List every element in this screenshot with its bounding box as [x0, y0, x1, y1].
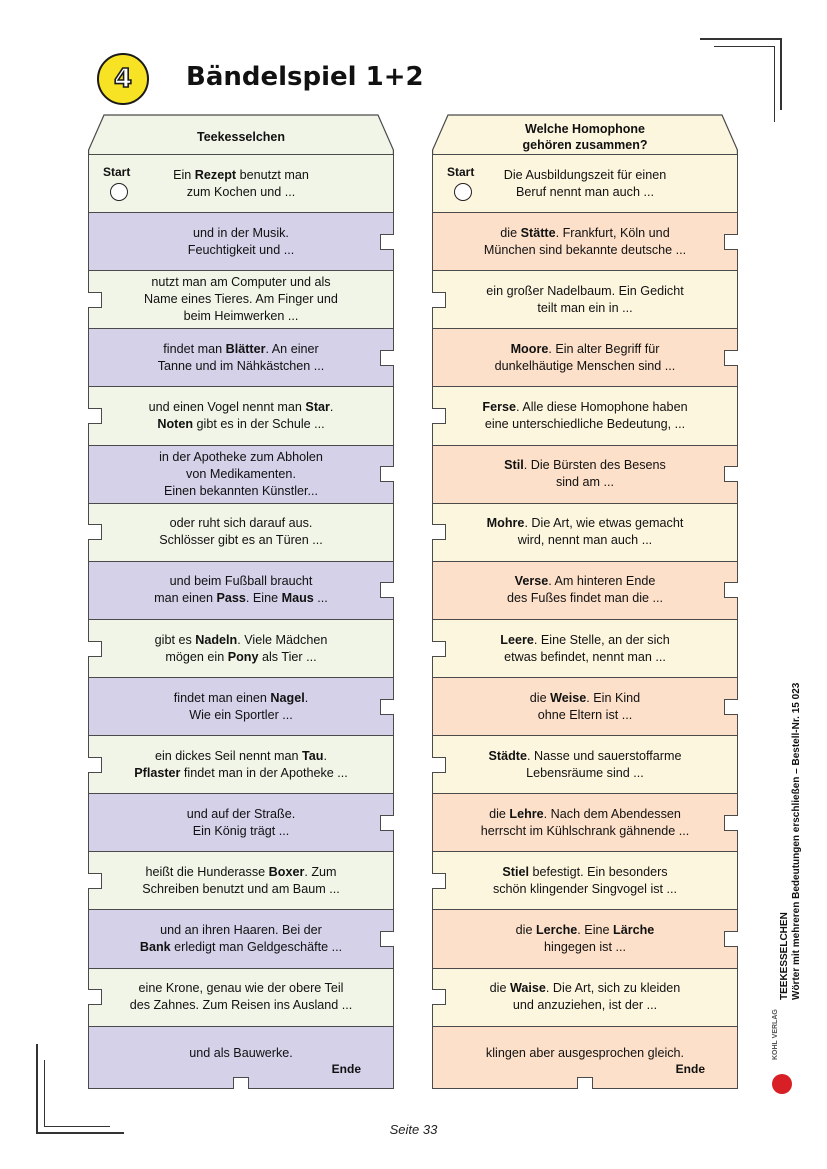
left-card-9 — [88, 619, 394, 678]
right-card-10 — [432, 677, 738, 736]
left-card-text: und einen Vogel nennt man Star. Noten gibt es in der Schule ... — [148, 400, 334, 432]
side-publisher-text — [779, 680, 803, 1000]
right-card-text: die Lerche. Eine Lärche hingegen ist ... — [515, 923, 655, 955]
card-list-right — [432, 154, 738, 1089]
left-card-text: ein dickes Seil nennt man Tau. Pflaster findet man in der Apotheke ... — [134, 748, 348, 780]
side-subtitle: Wörter mit mehreren Bedeutungen erschließen – Bestell-Nr. 15 023 — [791, 682, 802, 1000]
left-card-4 — [88, 328, 394, 387]
card-notch-icon — [432, 524, 446, 540]
right-card-text: Leere. Eine Stelle, an der sich etwas befindet, nennt man ... — [500, 632, 670, 664]
crop-mark-top-right-v — [780, 38, 782, 110]
right-card-text: Moore. Ein alter Begriff für dunkelhäutige Menschen sind ... — [494, 341, 676, 373]
page-number: Seite 33 — [389, 1122, 438, 1137]
left-card-text: nutzt man am Computer und als Name eines Tieres. Am Finger und beim Heimwerken ... — [144, 275, 338, 324]
right-card-text: Ferse. Alle diese Homophone haben eine unterschiedliche Bedeutung, ... — [482, 400, 688, 432]
crop-mark-top-right-v2 — [774, 46, 775, 122]
crop-mark-bottom-left-v — [36, 1044, 38, 1134]
right-card-text: Mohre. Die Art, wie etwas gemacht wird, nennt man auch ... — [486, 516, 684, 548]
card-list-left — [88, 154, 394, 1089]
right-card-text: ein großer Nadelbaum. Ein Gedicht teilt man ein in ... — [486, 283, 684, 315]
left-card-text: und als Bauwerke. — [189, 1045, 293, 1060]
start-label: Start — [447, 165, 475, 179]
card-notch-icon — [432, 873, 446, 889]
card-notch-icon — [88, 292, 102, 308]
left-card-8 — [88, 561, 394, 620]
strip-heading-left — [88, 114, 394, 154]
card-notch-icon — [380, 699, 394, 715]
start-hole-icon — [454, 183, 472, 201]
right-card-9 — [432, 619, 738, 678]
end-label: Ende — [675, 1061, 705, 1076]
strip-heading-right-label: Welche Homophone gehören zusammen? — [522, 122, 648, 152]
card-notch-icon — [380, 582, 394, 598]
card-notch-icon — [724, 931, 738, 947]
right-card-text: Die Ausbildungszeit für einen Beruf nennt man auch ... — [503, 167, 667, 199]
end-label: Ende — [331, 1061, 361, 1076]
start-hole-icon — [110, 183, 128, 201]
left-card-12 — [88, 793, 394, 852]
right-card-5 — [432, 386, 738, 445]
left-card-text: heißt die Hunderasse Boxer. Zum Schreiben benutzt und am Baum ... — [142, 864, 340, 896]
activity-number-badge: 4 — [97, 53, 149, 105]
card-notch-icon — [432, 757, 446, 773]
left-card-text: oder ruht sich darauf aus. Schlösser gibt es an Türen ... — [159, 516, 323, 548]
left-card-11 — [88, 735, 394, 794]
right-card-7 — [432, 503, 738, 562]
strip-teekesselchen — [88, 114, 394, 1089]
strip-heading-right — [432, 114, 738, 154]
left-card-10 — [88, 677, 394, 736]
left-card-text: und in der Musik. Feuchtigkeit und ... — [187, 225, 295, 257]
right-card-text: die Waise. Die Art, sich zu kleiden und anzuziehen, ist der ... — [489, 981, 681, 1013]
crop-mark-top-right-h — [700, 38, 780, 40]
left-card-text: eine Krone, genau wie der obere Teil des Zahnes. Zum Reisen ins Ausland ... — [129, 981, 353, 1013]
right-card-text: die Lehre. Nach dem Abendessen herrscht im Kühlschrank gähnende ... — [480, 806, 690, 838]
left-card-6 — [88, 445, 394, 504]
left-card-text: findet man Blätter. An einer Tanne und im Nähkästchen ... — [157, 341, 325, 373]
card-notch-icon — [432, 641, 446, 657]
crop-mark-top-right-h2 — [714, 46, 774, 47]
card-notch-icon — [432, 292, 446, 308]
card-notch-icon — [724, 234, 738, 250]
card-notch-icon — [88, 641, 102, 657]
right-card-16 — [432, 1026, 738, 1089]
right-card-text: Stiel befestigt. Ein besonders schön klingender Singvogel ist ... — [492, 864, 678, 896]
card-notch-icon — [88, 873, 102, 889]
card-notch-icon — [432, 408, 446, 424]
left-card-text: Ein Rezept benutzt man zum Kochen und ... — [173, 167, 309, 199]
right-card-13 — [432, 851, 738, 910]
right-card-8 — [432, 561, 738, 620]
right-card-4 — [432, 328, 738, 387]
end-notch-icon — [577, 1077, 593, 1089]
right-card-14 — [432, 909, 738, 968]
publisher-logo — [770, 1009, 806, 1096]
start-label: Start — [103, 165, 131, 179]
left-card-text: und beim Fußball braucht man einen Pass. Eine Maus ... — [154, 574, 328, 606]
right-card-3 — [432, 270, 738, 329]
right-card-text: die Weise. Ein Kind ohne Eltern ist ... — [529, 690, 641, 722]
card-notch-icon — [380, 350, 394, 366]
card-notch-icon — [380, 815, 394, 831]
left-card-7 — [88, 503, 394, 562]
card-notch-icon — [380, 466, 394, 482]
right-card-2 — [432, 212, 738, 271]
left-card-14 — [88, 909, 394, 968]
side-series-title: TEEKESSELCHEN — [779, 912, 790, 1000]
card-notch-icon — [88, 524, 102, 540]
left-card-text: und auf der Straße. Ein König trägt ... — [186, 806, 296, 838]
card-notch-icon — [88, 989, 102, 1005]
right-card-15 — [432, 968, 738, 1027]
strip-heading-left-text: Teekesselchen — [196, 130, 286, 144]
left-card-text: findet man einen Nagel. Wie ein Sportler ... — [173, 690, 309, 722]
left-card-1 — [88, 154, 394, 213]
right-card-text: Städte. Nasse und sauerstoffarme Lebensräume sind ... — [488, 748, 682, 780]
right-card-text: klingen aber ausgesprochen gleich. — [485, 1045, 685, 1060]
right-card-12 — [432, 793, 738, 852]
logo-text: KOHL VERLAG — [772, 1009, 779, 1060]
strip-homophone — [432, 114, 738, 1089]
card-notch-icon — [380, 931, 394, 947]
card-notch-icon — [724, 815, 738, 831]
right-card-text: Stil. Die Bürsten des Besens sind am ... — [504, 458, 666, 490]
left-card-text: und an ihren Haaren. Bei der Bank erledigt man Geldgeschäfte ... — [139, 923, 343, 955]
page-title: Bändelspiel 1+2 — [186, 62, 424, 92]
right-card-11 — [432, 735, 738, 794]
right-card-6 — [432, 445, 738, 504]
card-notch-icon — [724, 466, 738, 482]
right-card-text: Verse. Am hinteren Ende des Fußes findet man die ... — [506, 574, 664, 606]
crop-mark-bottom-left-v2 — [44, 1060, 45, 1126]
end-notch-icon — [233, 1077, 249, 1089]
card-notch-icon — [724, 699, 738, 715]
card-notch-icon — [724, 350, 738, 366]
card-notch-icon — [724, 582, 738, 598]
left-card-16 — [88, 1026, 394, 1089]
left-card-text: in der Apotheke zum Abholen von Medikamenten. Einen bekannten Künstler... — [159, 449, 323, 498]
left-card-2 — [88, 212, 394, 271]
card-notch-icon — [380, 234, 394, 250]
card-notch-icon — [88, 408, 102, 424]
card-notch-icon — [88, 757, 102, 773]
left-card-3 — [88, 270, 394, 329]
left-card-13 — [88, 851, 394, 910]
left-card-5 — [88, 386, 394, 445]
strip-heading-right-text — [432, 120, 738, 154]
left-card-text: gibt es Nadeln. Viele Mädchen mögen ein Pony als Tier ... — [154, 632, 328, 664]
right-card-1 — [432, 154, 738, 213]
card-notch-icon — [432, 989, 446, 1005]
right-card-text: die Stätte. Frankfurt, Köln und München sind bekannte deutsche ... — [483, 225, 687, 257]
left-card-15 — [88, 968, 394, 1027]
logo-tree-icon — [772, 1074, 792, 1094]
